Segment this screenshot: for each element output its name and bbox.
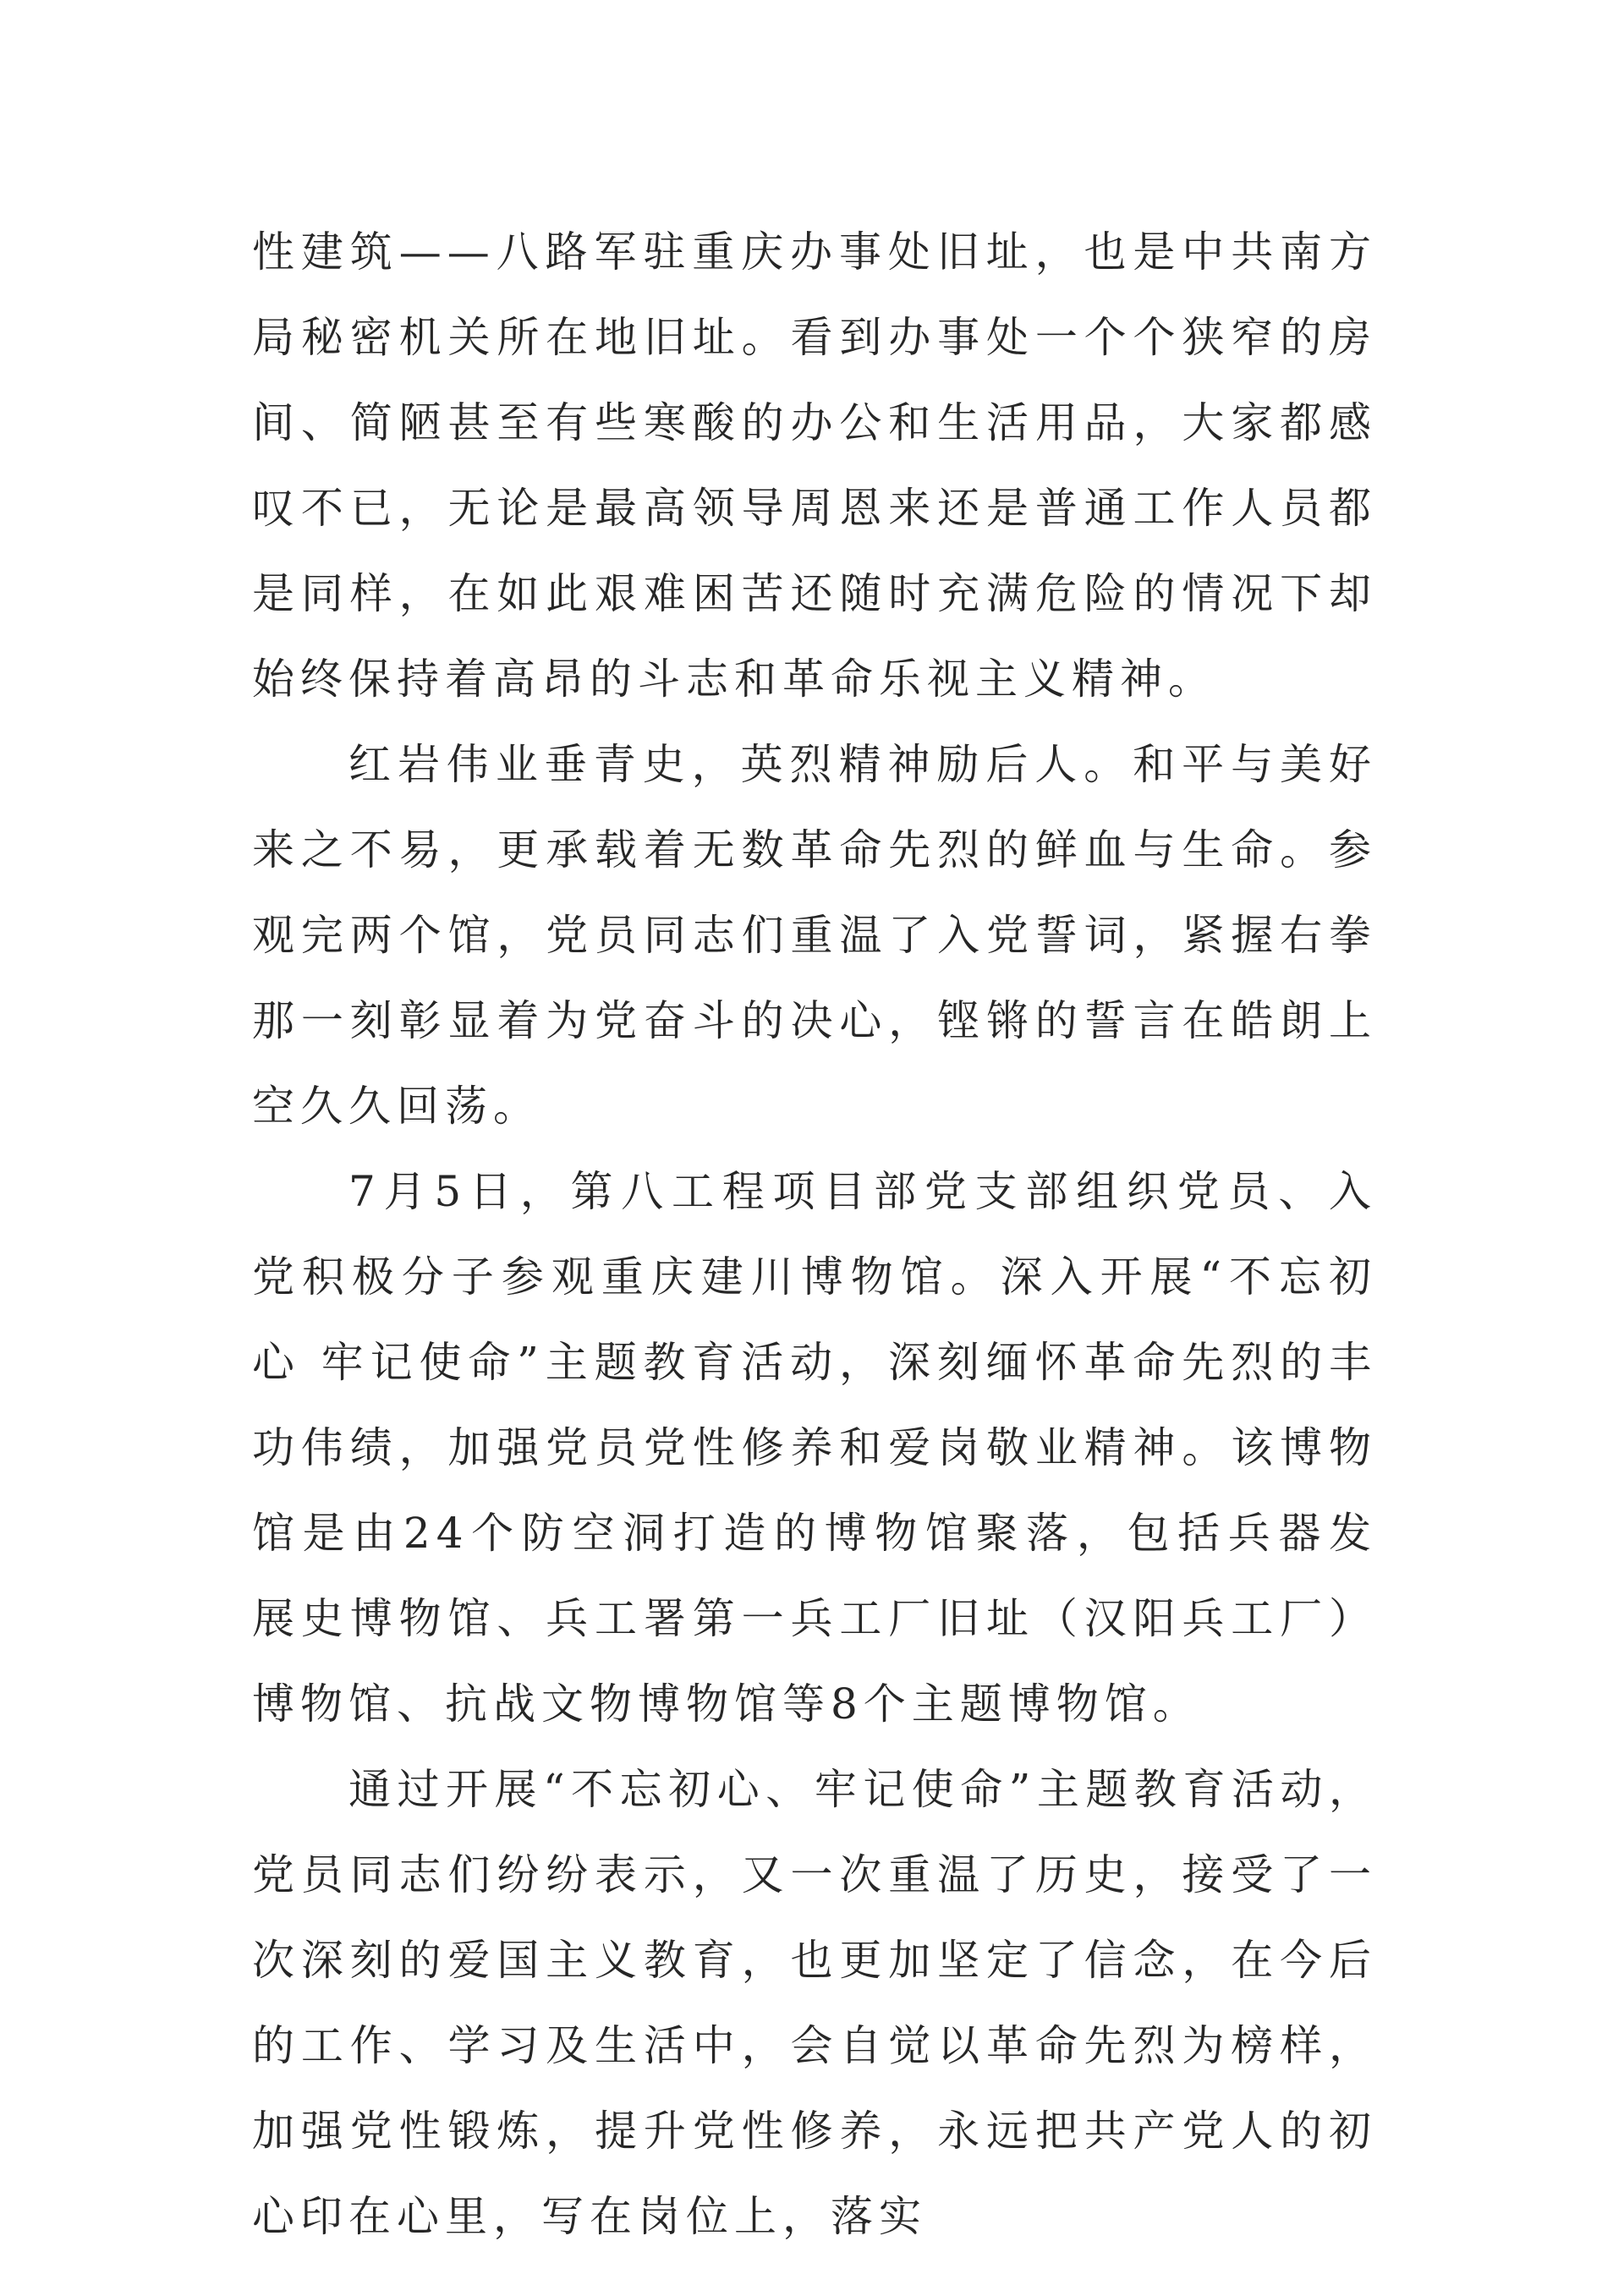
paragraph-hongyan: 红岩伟业垂青史，英烈精神励后人。和平与美好来之不易，更承载着无数革命先烈的鲜血与生命。参观完两个馆，党员同志们重温了入党誓词，紧握右拳那一刻彰显着为党奋斗的决心，铿锵的誓言在皓朗上空久久回荡。 — [252, 740, 1377, 1131]
paragraph-continued: 性建筑——八路军驻重庆办事处旧址，也是中共南方局秘密机关所在地旧址。看到办事处一个个狭窄的房间、简陋甚至有些寒酸的办公和生活用品，大家都感叹不已，无论是最高领导周恩来还是普通工作人员都是同样，在如此艰难困苦还随时充满危险的情况下却始终保持着高昂的斗志和革命乐视主义精神。 — [252, 227, 1377, 704]
paragraph-jianchuan-museum: 7月5日，第八工程项目部党支部组织党员、入党积极分子参观重庆建川博物馆。深入开展“不忘初心 牢记使命”主题教育活动，深刻缅怀革命先烈的丰功伟绩，加强党员党性修养和爱岗敬业精神。该博物馆是由24个防空洞打造的博物馆聚落，包括兵器发展史博物馆、兵工署第一兵工厂旧址（汉阳兵工厂）博物馆、抗战文物博物馆等8个主题博物馆。 — [252, 1167, 1377, 1729]
body-text — [252, 210, 1377, 2260]
paragraph-conclusion: 通过开展“不忘初心、牢记使命”主题教育活动，党员同志们纷纷表示，又一次重温了历史，接受了一次深刻的爱国主义教育，也更加坚定了信念，在今后的工作、学习及生活中，会自觉以革命先烈为榜样，加强党性锻炼，提升党性修养，永远把共产党人的初心印在心里，写在岗位上，落实 — [252, 1765, 1377, 2241]
